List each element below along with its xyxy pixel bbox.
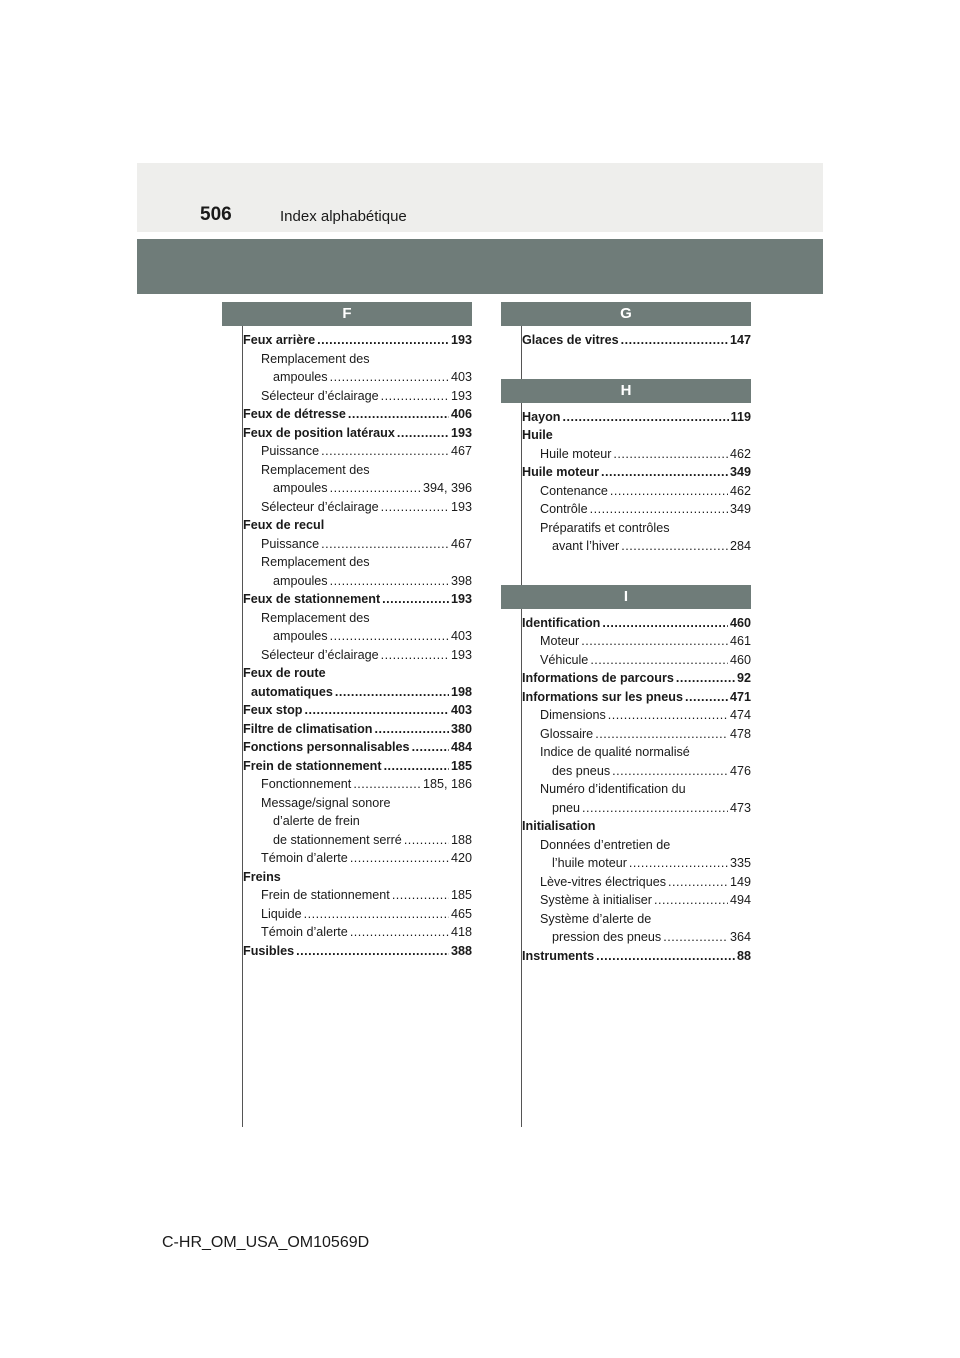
entry-term: de stationnement serré: [273, 832, 402, 847]
entry-term: Moteur: [540, 634, 580, 648]
dot-leader: [563, 408, 729, 427]
entry-page: 461: [729, 634, 751, 648]
entry-page: 394, 396: [422, 481, 472, 495]
dot-leader: [397, 424, 449, 443]
entry-term: Sélecteur d’éclairage: [261, 388, 379, 403]
entry-term: Initialisation: [522, 819, 596, 833]
entry-page: 494: [729, 893, 751, 907]
dot-leader: [321, 535, 449, 554]
dot-leader: [348, 405, 449, 424]
index-entry: [243, 794, 472, 813]
dot-leader: [610, 482, 728, 501]
entry-page: 474: [729, 708, 751, 722]
index-entry: [243, 942, 472, 961]
entry-page: 119: [730, 409, 751, 424]
entry-page: 380: [450, 721, 472, 736]
dot-leader: [330, 368, 449, 387]
dot-leader: [374, 720, 449, 739]
entry-term: Informations sur les pneus: [522, 689, 683, 704]
index-entry: [243, 831, 472, 850]
index-entry: [522, 854, 751, 873]
index-entry: [243, 905, 472, 924]
index-entry: [522, 947, 751, 966]
dot-leader: [330, 572, 449, 591]
entry-term: ampoules: [273, 573, 328, 588]
index-entry: [522, 669, 751, 688]
index-entry: [243, 646, 472, 665]
dot-leader: [663, 928, 728, 947]
dot-leader: [350, 923, 449, 942]
entry-term: ampoules: [273, 370, 328, 384]
index-entry: [243, 535, 472, 554]
index-entry: [522, 762, 751, 781]
entry-list: [243, 331, 472, 960]
entry-term: Véhicule: [540, 652, 589, 667]
dot-leader: [350, 849, 449, 868]
entry-page: 460: [729, 615, 751, 630]
entry-term: Huile moteur: [522, 465, 599, 479]
dot-leader: [404, 831, 449, 850]
index-entry: [522, 873, 751, 892]
index-entry: [522, 463, 751, 482]
entry-page: 149: [729, 874, 751, 889]
index-entry: [522, 817, 751, 836]
index-entry: [243, 590, 472, 609]
entry-page: 388: [450, 943, 472, 958]
index-entry: [243, 720, 472, 739]
index-entry: [243, 461, 472, 480]
dot-leader: [381, 498, 449, 517]
entry-term: Contenance: [540, 483, 608, 498]
entry-page: 193: [450, 425, 472, 440]
dot-leader: [384, 757, 449, 776]
entry-term: Système à initialiser: [540, 893, 652, 907]
dot-leader: [596, 947, 735, 966]
entry-page: 349: [729, 502, 751, 516]
dot-leader: [629, 854, 728, 873]
index-entry: [243, 738, 472, 757]
dot-leader: [590, 651, 728, 670]
entry-term: Puissance: [261, 536, 320, 551]
index-entry: [243, 368, 472, 387]
index-entry: [522, 799, 751, 818]
index-entry: [522, 928, 751, 947]
dot-leader: [381, 646, 449, 665]
dot-leader: [335, 683, 449, 702]
dot-leader: [613, 445, 728, 464]
entry-page: 478: [729, 726, 751, 741]
dot-leader: [590, 500, 728, 519]
entry-page: 418: [450, 925, 472, 939]
entry-term: Remplacement des: [261, 462, 370, 477]
index-entry: [522, 408, 751, 427]
index-entry: [243, 387, 472, 406]
letter-band-H: H: [501, 379, 751, 403]
index-entry: [243, 923, 472, 942]
entry-term: Glaces de vitres: [522, 333, 619, 347]
entry-term: Sélecteur d’éclairage: [261, 647, 379, 662]
entry-term: Lève-vitres électriques: [540, 874, 666, 889]
entry-page: 193: [450, 388, 472, 403]
entry-term: des pneus: [552, 763, 611, 778]
entry-term: Remplacement des: [261, 351, 370, 366]
entry-term: Préparatifs et contrôles: [540, 520, 670, 535]
entry-page: 284: [729, 539, 751, 553]
dot-leader: [330, 627, 449, 646]
entry-term: Feux stop: [243, 703, 303, 717]
entry-term: pneu: [552, 800, 581, 815]
index-entry: [243, 627, 472, 646]
entry-page: 471: [729, 689, 751, 704]
dot-leader: [602, 614, 728, 633]
entry-term: Glossaire: [540, 726, 594, 741]
entry-term: l’huile moteur: [552, 856, 627, 870]
entry-page: 147: [729, 333, 751, 347]
index-entry: [522, 910, 751, 929]
index-entry: [243, 331, 472, 350]
dot-leader: [412, 738, 449, 757]
entry-page: 476: [729, 763, 751, 778]
dot-leader: [381, 387, 449, 406]
entry-page: 403: [450, 629, 472, 643]
index-entry: [243, 350, 472, 369]
entry-term: automatiques: [251, 684, 333, 699]
entry-page: 88: [736, 948, 751, 963]
dot-leader: [382, 590, 449, 609]
index-entry: [522, 614, 751, 633]
page-number: 506: [200, 204, 232, 225]
index-entry: [522, 743, 751, 762]
dot-leader: [668, 873, 728, 892]
dot-leader: [582, 799, 728, 818]
index-entry: [522, 519, 751, 538]
entry-page: 193: [450, 333, 472, 347]
index-column-left: [243, 302, 472, 960]
entry-term: Puissance: [261, 444, 320, 458]
entry-term: pression des pneus: [552, 930, 662, 944]
dot-leader: [621, 331, 728, 350]
entry-term: Sélecteur d’éclairage: [261, 499, 379, 514]
header-banner: [137, 239, 823, 294]
entry-page: 403: [450, 703, 472, 717]
entry-page: 335: [729, 856, 751, 870]
entry-page: 193: [450, 499, 472, 514]
entry-list: [522, 408, 751, 556]
entry-term: Fonctionnement: [261, 777, 352, 791]
entry-term: Message/signal sonore: [261, 795, 391, 810]
entry-term: Dimensions: [540, 708, 606, 722]
index-entry: [243, 775, 472, 794]
entry-term: Témoin d’alerte: [261, 851, 348, 865]
dot-leader: [392, 886, 449, 905]
dot-leader: [321, 442, 449, 461]
entry-term: Feux arrière: [243, 333, 316, 347]
dot-leader: [676, 669, 735, 688]
entry-term: Témoin d’alerte: [261, 925, 348, 939]
dot-leader: [621, 537, 728, 556]
entry-page: 467: [450, 444, 472, 458]
index-entry: [243, 886, 472, 905]
document-code: C-HR_OM_USA_OM10569D: [162, 1234, 370, 1251]
entry-term: Fonctions personnalisables: [243, 740, 410, 754]
entry-page: 364: [729, 930, 751, 944]
index-entry: [522, 482, 751, 501]
entry-page: 92: [736, 671, 751, 685]
index-entry: [522, 500, 751, 519]
index-entry: [522, 891, 751, 910]
entry-term: ampoules: [273, 629, 328, 643]
entry-page: 193: [450, 592, 472, 606]
entry-term: Hayon: [522, 409, 561, 424]
entry-page: 198: [450, 684, 472, 699]
entry-term: Frein de stationnement: [243, 758, 382, 773]
entry-term: Filtre de climatisation: [243, 721, 373, 736]
entry-page: 403: [450, 370, 472, 384]
index-entry: [522, 537, 751, 556]
dot-leader: [654, 891, 728, 910]
index-entry: [522, 632, 751, 651]
entry-page: 185, 186: [422, 777, 472, 791]
dot-leader: [685, 688, 728, 707]
entry-term: ampoules: [273, 481, 328, 495]
index-entry: [243, 516, 472, 535]
letter-band-G: G: [501, 302, 751, 326]
entry-page: 484: [450, 740, 472, 754]
section-title: Index alphabétique: [280, 208, 407, 225]
dot-leader: [304, 701, 449, 720]
entry-term: Système d’alerte de: [540, 911, 652, 926]
entry-list: [522, 331, 751, 350]
index-entry: [243, 812, 472, 831]
dot-leader: [608, 706, 728, 725]
dot-leader: [612, 762, 728, 781]
dot-leader: [595, 725, 728, 744]
entry-page: 185: [450, 758, 472, 773]
entry-page: 185: [450, 888, 472, 902]
entry-term: Identification: [522, 615, 601, 630]
index-entry: [522, 836, 751, 855]
index-entry: [243, 424, 472, 443]
entry-page: 462: [729, 483, 751, 498]
entry-page: 420: [450, 851, 472, 865]
dot-leader: [601, 463, 728, 482]
entry-page: 465: [450, 906, 472, 921]
index-entry: [522, 780, 751, 799]
index-entry: [243, 757, 472, 776]
entry-term: Contrôle: [540, 502, 588, 516]
entry-page: 462: [729, 446, 751, 461]
index-entry: [522, 688, 751, 707]
page-header: [137, 163, 823, 232]
index-entry: [243, 664, 472, 683]
entry-term: Fusibles: [243, 943, 295, 958]
entry-page: 398: [450, 573, 472, 588]
entry-term: Données d’entretien de: [540, 837, 671, 852]
entry-term: Feux de stationnement: [243, 592, 381, 606]
entry-term: Liquide: [261, 906, 302, 921]
index-entry: [243, 868, 472, 887]
entry-term: Feux de position latéraux: [243, 425, 395, 440]
index-entry: [522, 426, 751, 445]
index-entry: [522, 725, 751, 744]
dot-leader: [330, 479, 421, 498]
entry-list: [522, 614, 751, 966]
entry-term: Feux de route: [243, 666, 326, 680]
entry-term: Frein de stationnement: [261, 888, 390, 902]
index-entry: [243, 498, 472, 517]
index-entry: [243, 849, 472, 868]
entry-page: 188: [450, 832, 472, 847]
dot-leader: [304, 905, 449, 924]
index-entry: [243, 405, 472, 424]
dot-leader: [353, 775, 421, 794]
entry-term: Remplacement des: [261, 610, 370, 625]
entry-term: avant l’hiver: [552, 539, 620, 553]
entry-term: Freins: [243, 869, 281, 884]
index-entry: [522, 651, 751, 670]
letter-band-F: F: [222, 302, 472, 326]
entry-term: Numéro d’identification du: [540, 782, 686, 796]
entry-page: 406: [450, 407, 472, 421]
index-entry: [243, 442, 472, 461]
index-entry: [243, 701, 472, 720]
index-entry: [243, 479, 472, 498]
dot-leader: [296, 942, 449, 961]
entry-page: 193: [450, 647, 472, 662]
entry-term: Feux de détresse: [243, 407, 346, 421]
index-entry: [522, 706, 751, 725]
entry-term: Huile: [522, 428, 553, 442]
index-column-right: [522, 302, 751, 965]
dot-leader: [581, 632, 728, 651]
entry-term: Huile moteur: [540, 446, 612, 461]
entry-page: 460: [729, 652, 751, 667]
entry-page: 349: [729, 465, 751, 479]
entry-page: 467: [450, 536, 472, 551]
index-entry: [243, 553, 472, 572]
entry-term: Indice de qualité normalisé: [540, 745, 690, 759]
dot-leader: [317, 331, 449, 350]
entry-page: 473: [729, 800, 751, 815]
index-entry: [522, 445, 751, 464]
index-entry: [243, 609, 472, 628]
index-entry: [522, 331, 751, 350]
index-entry: [243, 683, 472, 702]
entry-term: Instruments: [522, 948, 595, 963]
entry-term: Remplacement des: [261, 555, 370, 569]
entry-term: d’alerte de frein: [273, 814, 360, 828]
letter-band-I: I: [501, 585, 751, 609]
entry-term: Informations de parcours: [522, 671, 674, 685]
entry-term: Feux de recul: [243, 518, 325, 532]
index-entry: [243, 572, 472, 591]
